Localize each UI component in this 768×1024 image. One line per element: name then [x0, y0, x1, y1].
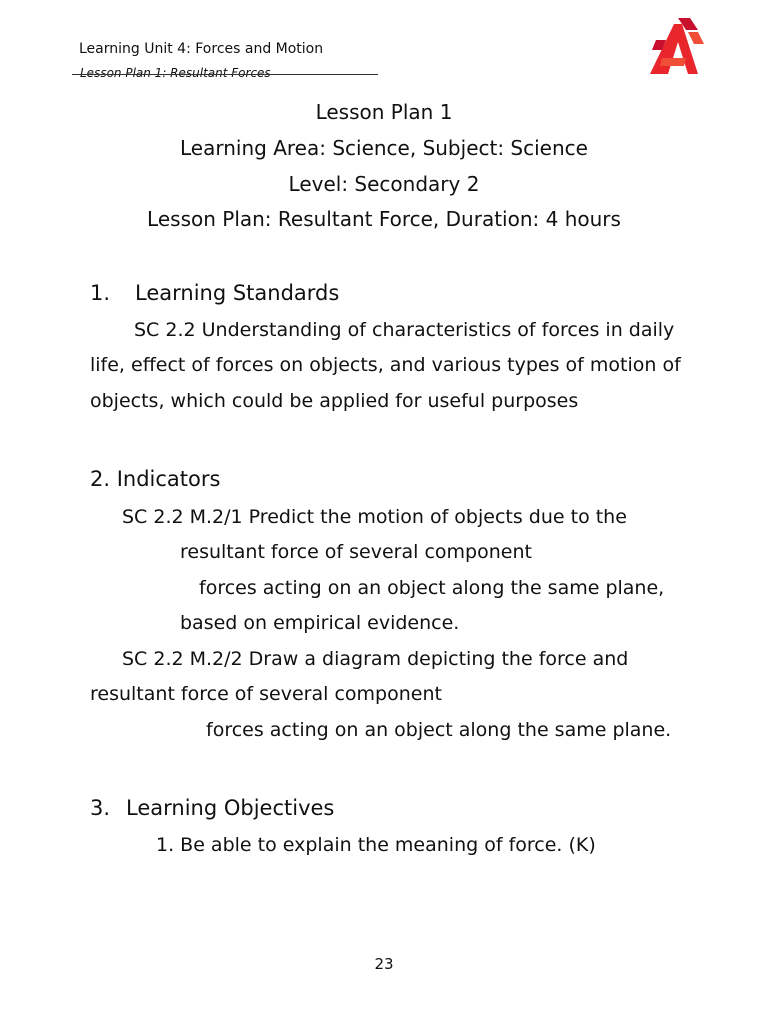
section-1-title: Learning Standards: [135, 281, 340, 305]
section-1-line: SC 2.2 Understanding of characteristics of forces in daily: [134, 319, 675, 341]
title-line-2: Learning Area: Science, Subject: Science: [180, 136, 588, 160]
title-line-4: Lesson Plan: Resultant Force, Duration: 4 hours: [147, 207, 621, 231]
objective-item: 1. Be able to explain the meaning of force. (K): [156, 834, 596, 856]
page-number: 23: [374, 955, 394, 973]
section-2-line: based on empirical evidence.: [180, 612, 460, 634]
header-divider: [72, 74, 378, 75]
section-2-line: resultant force of several component: [180, 541, 532, 563]
stacked-red-a-logo-icon: [648, 18, 704, 76]
section-1-line: objects, which could be applied for useful purposes: [90, 390, 579, 412]
section-1-number: 1.: [90, 281, 111, 305]
section-2-line: forces acting on an object along the same plane.: [206, 719, 672, 741]
section-2-line: SC 2.2 M.2/1 Predict the motion of objects due to the: [122, 506, 627, 528]
header-lesson-title: Lesson Plan 1: Resultant Forces: [80, 66, 271, 80]
header-unit-title: Learning Unit 4: Forces and Motion: [79, 41, 324, 57]
section-3-title: Learning Objectives: [126, 796, 335, 820]
section-2-line: SC 2.2 M.2/2 Draw a diagram depicting the force and: [122, 648, 629, 670]
section-3-number: 3.: [90, 796, 111, 820]
section-2-title: 2. Indicators: [90, 467, 221, 491]
section-2-line: forces acting on an object along the same plane,: [199, 577, 665, 599]
title-line-1: Lesson Plan 1: [315, 100, 453, 124]
title-line-3: Level: Secondary 2: [288, 172, 480, 196]
section-1-line: life, effect of forces on objects, and various types of motion of: [90, 354, 681, 376]
section-2-line: resultant force of several component: [90, 683, 442, 705]
